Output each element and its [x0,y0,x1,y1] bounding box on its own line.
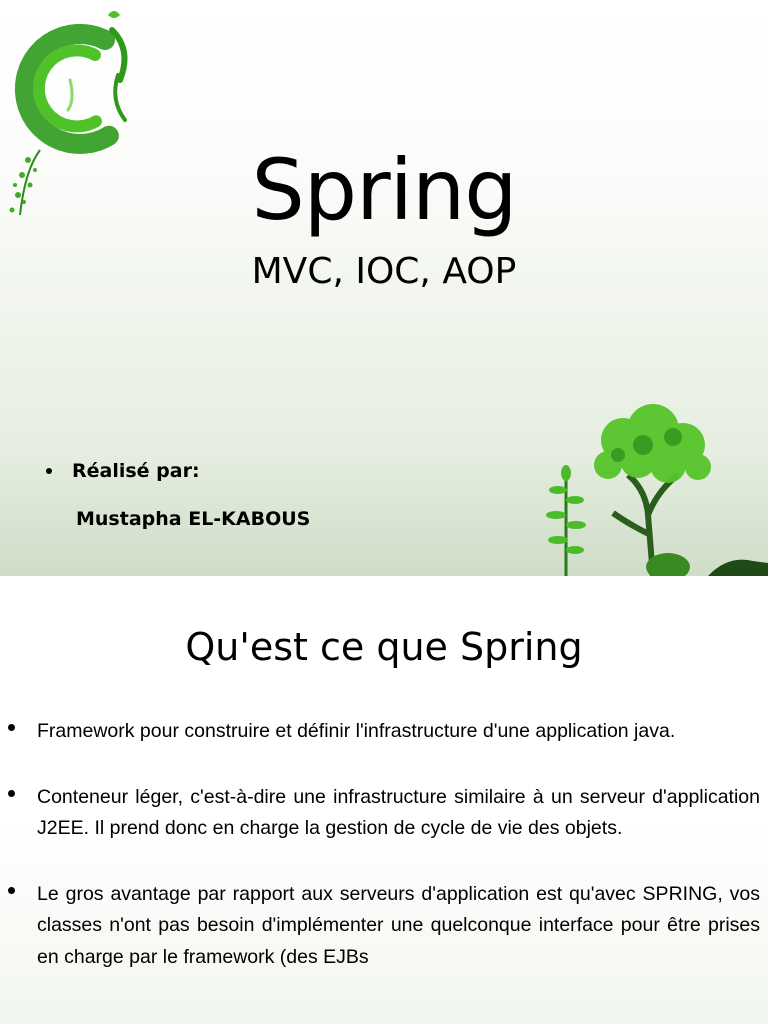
slide-title: Spring [251,141,517,239]
list-item [0,716,768,748]
bullet-dot-icon [8,790,15,797]
bullet-text: Conteneur léger, c'est-à-dire une infrastructure similaire à un serveur d'application J2EE. Il prend donc en charge la gestion de cycle de vie des objets. [37,785,760,839]
slide-subtitle: MVC, IOC, AOP [251,251,517,292]
author-name: Mustapha EL-KABOUS [76,508,311,530]
list-item [0,879,768,974]
list-item [0,782,768,845]
bullet-dot-icon [8,887,15,894]
author-label: Réalisé par: [72,460,200,482]
bullet-text: Le gros avantage par rapport aux serveurs d'application est qu'avec SPRING, vos classes n'ont pas besoin d'implémenter une quelconque interface pour être prises en charge par le framework (des EJBs [37,882,760,968]
tree-illustration-icon [518,395,768,576]
bullet-dot-icon [46,468,52,474]
content-slide-title: Qu'est ce que Spring [185,625,583,669]
bullet-dot-icon [8,724,15,731]
author-block [46,460,310,530]
bullet-text: Framework pour construire et définir l'infrastructure d'une application java. [37,720,676,742]
bullet-list [0,716,768,1007]
